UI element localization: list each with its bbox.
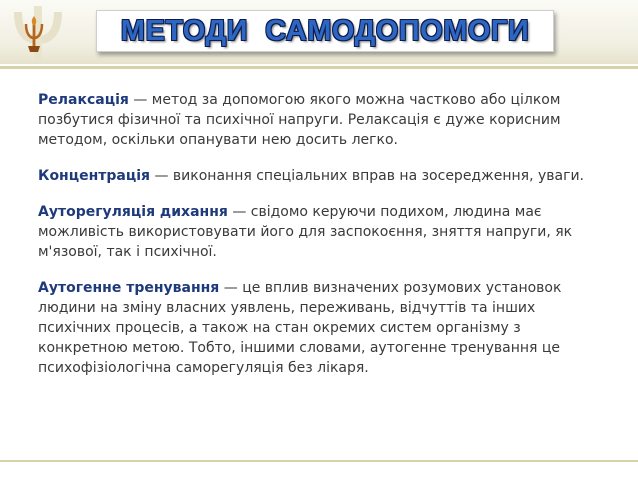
footer-divider [0, 460, 638, 462]
definition-text: — метод за допомогою якого можна частково або цілком позбутися фізичної та психічної напруги. Релаксація є дуже корисним методом, оскільки опанувати нею досить легко. [38, 92, 561, 148]
definition-text: — свідомо керуючи подихом, людина має можливість використовувати його для заспокоєння, зняття напруги, як м'язової, так і психічної. [38, 204, 573, 260]
page-title: МЕТОДИ САМОДОПОМОГИ [120, 14, 530, 47]
paragraph-relaxation [38, 90, 608, 150]
paragraph-breathing [38, 202, 608, 262]
paragraph-concentration [38, 166, 608, 186]
term-label: Концентрація [38, 168, 151, 184]
definition-text: — це вплив визначених розумових установок людини на зміну власних уявлень, переживань, відчуттів та інших психічних процесів, а також на стан окремих систем організму з конкретною метою. Тобто, іншими словами, аутогенне тренування це психофізіологічна саморегуляція без лікаря. [38, 280, 562, 376]
content-area [38, 90, 608, 394]
term-label: Релаксація [38, 92, 129, 108]
psi-symbol-icon [4, 2, 74, 64]
paragraph-autogenic [38, 278, 608, 378]
term-label: Ауторегуляція дихання [38, 204, 228, 220]
term-label: Аутогенне тренування [38, 280, 220, 296]
definition-text: — виконання спеціальних вправ на зосередження, уваги. [150, 168, 584, 184]
header-divider [0, 66, 638, 69]
title-box [96, 10, 554, 52]
